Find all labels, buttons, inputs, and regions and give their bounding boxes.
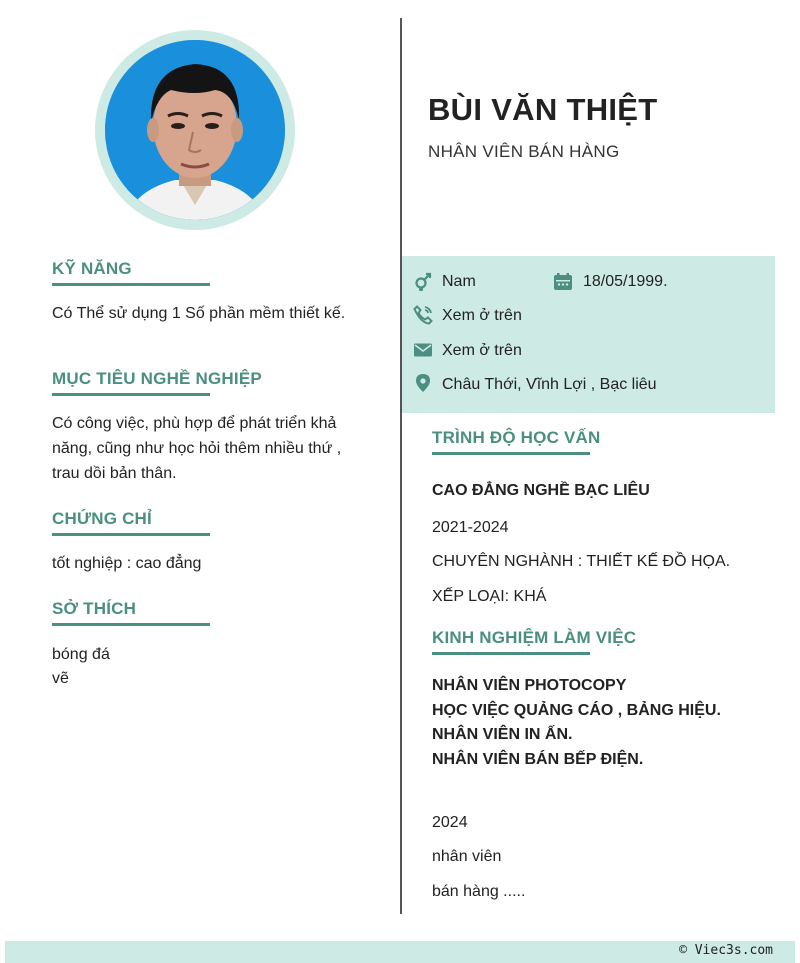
email-text: Xem ở trên — [442, 342, 522, 359]
career-goal-title: MỤC TIÊU NGHỀ NGHIỆP — [52, 369, 262, 388]
education-title: TRÌNH ĐỘ HỌC VẤN — [432, 428, 601, 447]
hobby-item: vẽ — [52, 670, 69, 687]
career-goal-underline — [52, 393, 210, 396]
experience-position: HỌC VIỆC QUẢNG CÁO , BẢNG HIỆU. — [432, 701, 721, 719]
gender-text: Nam — [442, 273, 476, 290]
education-major: CHUYÊN NGHÀNH : THIẾT KẾ ĐỒ HỌA. — [432, 553, 731, 570]
column-divider — [400, 18, 402, 914]
birthday-text: 18/05/1999. — [583, 273, 668, 290]
job-title: NHÂN VIÊN BÁN HÀNG — [428, 142, 620, 161]
experience-line2: bán hàng ..... — [432, 883, 526, 900]
certificates-title: CHỨNG CHỈ — [52, 509, 152, 528]
footer-bar — [5, 941, 795, 963]
email-icon — [413, 340, 433, 360]
hobbies-underline — [52, 623, 210, 626]
certificates-text: tốt nghiệp : cao đẳng — [52, 555, 202, 572]
experience-underline — [432, 652, 590, 655]
footer-copyright[interactable]: © Viec3s.com — [679, 943, 773, 958]
skills-title: KỸ NĂNG — [52, 259, 132, 278]
education-school: CAO ĐẲNG NGHỀ BẠC LIÊU — [432, 482, 650, 499]
candidate-name: BÙI VĂN THIỆT — [428, 92, 658, 127]
skills-underline — [52, 283, 210, 286]
experience-line1: nhân viên — [432, 848, 502, 865]
contact-panel — [402, 256, 775, 413]
experience-position: NHÂN VIÊN BÁN BẾP ĐIỆN. — [432, 750, 644, 768]
phone-icon — [413, 305, 433, 325]
experience-position: NHÂN VIÊN PHOTOCOPY — [432, 677, 627, 694]
experience-year: 2024 — [432, 814, 468, 831]
portrait-photo — [105, 40, 285, 220]
skills-text: Có Thể sử dụng 1 Số phần mềm thiết kế. — [52, 305, 346, 322]
education-grade: XẾP LOẠI: KHÁ — [432, 588, 547, 605]
experience-title: KINH NGHIỆM LÀM VIỆC — [432, 628, 637, 647]
career-goal-text: Có công việc, phù hợp để phát triển khả năng, cũng như học hỏi thêm nhiều thứ , trau dồi bản thân. — [52, 415, 342, 482]
avatar — [105, 40, 285, 220]
location-icon — [413, 373, 433, 393]
experience-position: NHÂN VIÊN IN ẤN. — [432, 726, 573, 743]
phone-text: Xem ở trên — [442, 307, 522, 324]
address-text: Châu Thới, Vĩnh Lợi , Bạc liêu — [442, 376, 657, 393]
certificates-underline — [52, 533, 210, 536]
gender-icon — [413, 272, 433, 292]
experience-positions — [432, 674, 721, 772]
education-period: 2021-2024 — [432, 519, 509, 536]
hobby-item: bóng đá — [52, 646, 110, 663]
education-underline — [432, 452, 590, 455]
calendar-icon — [553, 272, 573, 292]
hobbies-title: SỞ THÍCH — [52, 599, 137, 618]
avatar-frame — [95, 30, 295, 230]
